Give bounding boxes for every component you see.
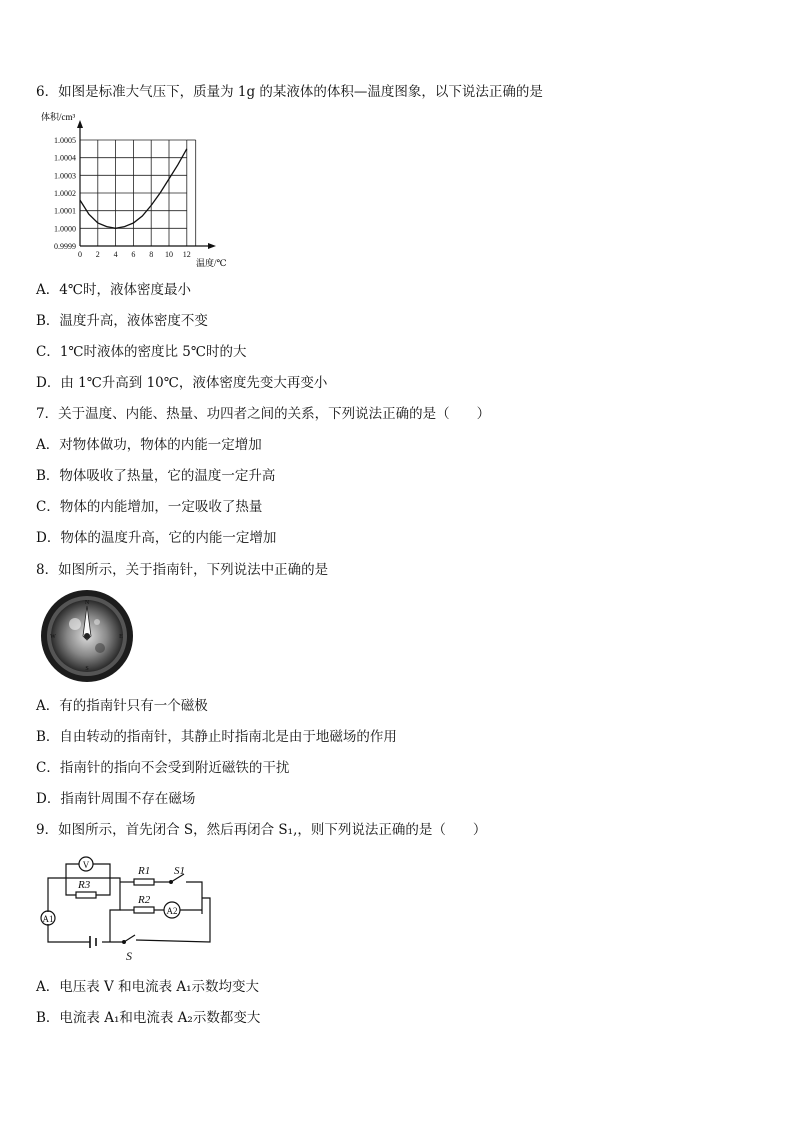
wire-voltmeter-left	[66, 864, 79, 878]
compass-n-label: N	[84, 600, 90, 606]
resistor-r3	[76, 892, 96, 898]
r1-label: R1	[138, 865, 151, 877]
r3-label: R3	[78, 879, 91, 891]
q8-option-c: C．指南针的指向不会受到附近磁铁的干扰	[36, 760, 290, 776]
resistor-r2	[134, 907, 154, 913]
x-tick-label: 6	[131, 250, 136, 259]
q9-option-a: A．电压表 V 和电流表 A₁示数均变大	[36, 979, 260, 995]
battery	[90, 936, 96, 948]
x-tick-label: 4	[113, 250, 118, 259]
q6-option-c: C．1℃时液体的密度比 5℃时的大	[36, 344, 247, 360]
y-tick-label: 1.0005	[54, 136, 76, 145]
chart-ylabel: 体积/cm³	[41, 112, 76, 122]
q8-option-b: B．自由转动的指南针，其静止时指南北是由于地磁场的作用	[36, 729, 397, 745]
q7-option-b: B．物体吸收了热量，它的温度一定升高	[36, 468, 276, 484]
x-tick-label: 10	[165, 250, 173, 259]
y-tick-label: 0.9999	[54, 242, 76, 251]
x-tick-label: 0	[78, 250, 82, 259]
y-tick-label: 1.0004	[54, 153, 76, 163]
q7-option-c: C．物体的内能增加，一定吸收了热量	[36, 499, 263, 515]
q8-option-d: D．指南针周围不存在磁场	[36, 791, 196, 807]
s-label: S	[126, 949, 132, 963]
compass-photo	[37, 588, 137, 688]
wire-bottom-left	[48, 924, 90, 942]
y-tick-label: 1.0001	[54, 206, 76, 216]
voltmeter-label: V	[82, 860, 90, 870]
compass-w-label: W	[50, 634, 56, 640]
x-axis-arrow	[208, 243, 216, 249]
wire-voltmeter-right	[93, 864, 110, 878]
r2-label: R2	[138, 894, 151, 906]
x-tick-label: 2	[95, 250, 100, 259]
y-tick-label: 1.0000	[54, 224, 76, 234]
compass-e-label: E	[119, 634, 123, 640]
x-tick-label: 8	[149, 250, 154, 259]
compass-s-label: S	[85, 666, 89, 672]
question-6-stem: 6．如图是标准大气压下，质量为 1g 的某液体的体积—温度图象，以下说法正确的是	[36, 84, 543, 100]
q9-option-b: B．电流表 A₁和电流表 A₂示数都变大	[36, 1010, 261, 1026]
wire-s1-out	[186, 882, 202, 914]
a1-label: A1	[42, 914, 54, 924]
q6-option-a: A．4℃时，液体密度最小	[36, 282, 191, 298]
q6-option-d: D．由 1℃升高到 10℃，液体密度先变大再变小	[36, 375, 328, 391]
q7-option-d: D．物体的温度升高，它的内能一定增加	[36, 530, 277, 546]
question-9-stem: 9．如图所示，首先闭合 S，然后再闭合 S₁,，则下列说法正确的是（ ）	[36, 822, 487, 838]
a2-label: A2	[166, 906, 178, 916]
chart-svg	[36, 108, 241, 272]
question-8-stem: 8．如图所示，关于指南针，下列说法中正确的是	[36, 562, 329, 578]
question-7-stem: 7．关于温度、内能、热量、功四者之间的关系，下列说法正确的是（ ）	[36, 406, 491, 422]
chart-xlabel: 温度/℃	[196, 258, 227, 268]
q6-option-b: B．温度升高，液体密度不变	[36, 313, 208, 329]
resistor-r1	[134, 879, 154, 885]
circuit-diagram	[38, 852, 218, 968]
q8-option-a: A．有的指南针只有一个磁极	[36, 698, 208, 714]
switch-s-lever	[124, 935, 135, 942]
s1-label: S1	[174, 865, 185, 877]
q7-option-a: A．对物体做功，物体的内能一定增加	[36, 437, 262, 453]
y-tick-label: 1.0003	[54, 171, 76, 181]
volume-temperature-chart	[36, 108, 241, 276]
y-axis-arrow	[77, 120, 83, 128]
x-tick-label: 12	[182, 250, 191, 259]
y-tick-label: 1.0002	[54, 189, 76, 198]
wire-junction-left	[110, 878, 120, 942]
